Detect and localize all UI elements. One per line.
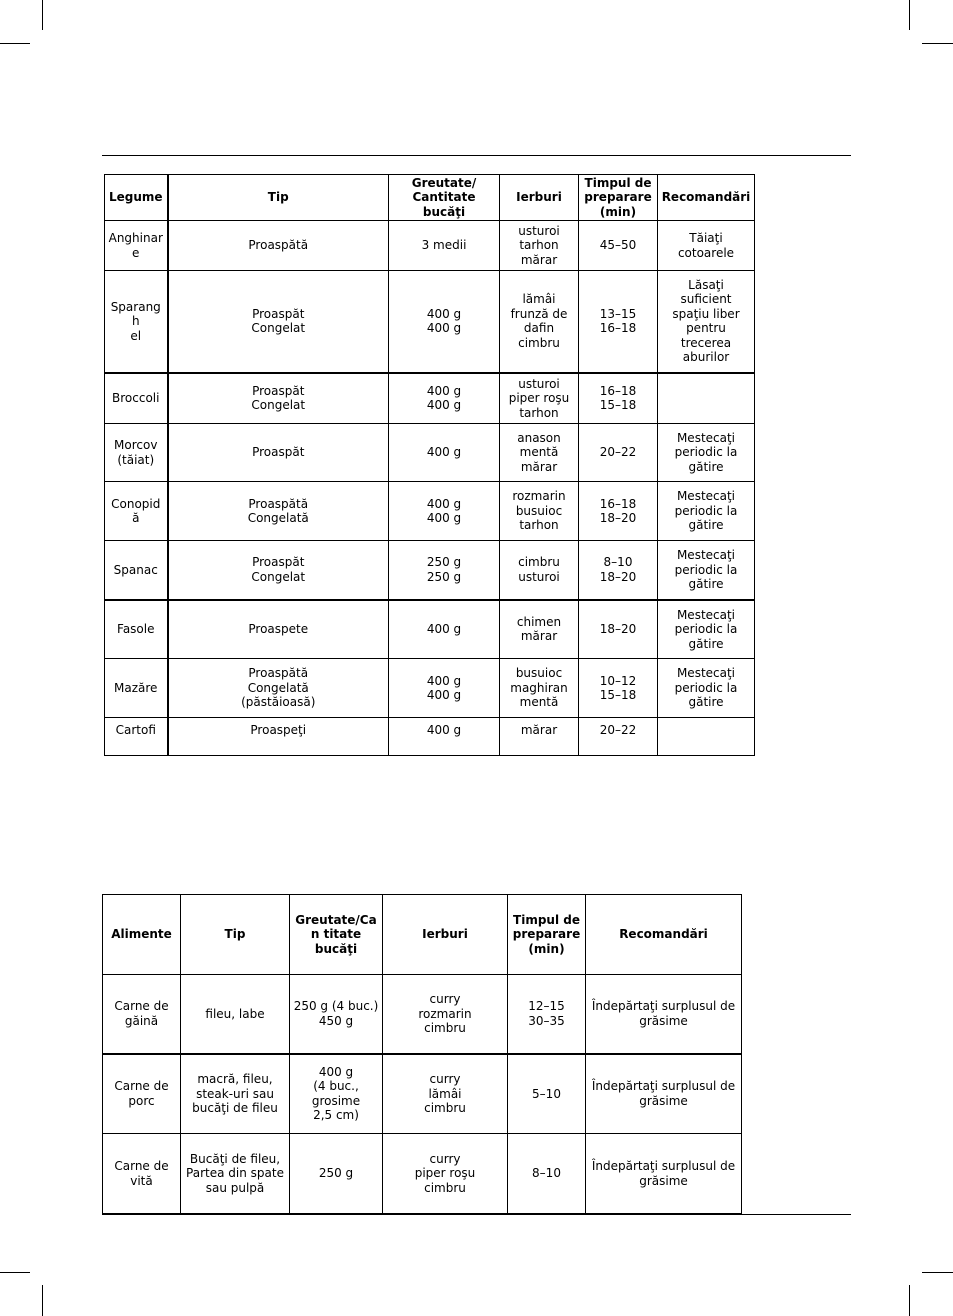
table-row [103,1134,742,1214]
header-cell: Legume [105,175,168,221]
table-header-row [103,895,742,975]
table-cell: Proaspăt Congelat [168,541,389,600]
footer-rule [102,1214,851,1215]
table-cell: rozmarin busuioc tarhon [500,482,579,541]
table-cell: 3 medii [389,221,500,271]
table-cell: Fasole [105,600,168,659]
header-cell: Tip [181,895,290,975]
table-row [105,541,755,600]
table-cell: 400 g 400 g [389,271,500,373]
header-cell: Timpul de preparare (min) [508,895,586,975]
table-cell: 12–15 30–35 [508,975,586,1054]
table-cell: Spanac [105,541,168,600]
table-cell: 400 g [389,424,500,482]
table-cell: mărar [500,718,579,756]
table-cell: Mazăre [105,659,168,718]
meat-table [102,894,742,1214]
table-cell: Proaspăt Congelat [168,373,389,424]
table-cell: Proaspeţi [168,718,389,756]
table-cell: Proaspătă Congelată [168,482,389,541]
table-cell: 5–10 [508,1054,586,1134]
table-cell: Proaspăt Congelat [168,271,389,373]
table-cell: busuioc maghiran mentă [500,659,579,718]
table-row [103,1054,742,1134]
table-cell: 8–10 18–20 [579,541,658,600]
crop-mark-bottom-right-h [922,1272,953,1273]
table-cell: lămâi frunză de dafin cimbru [500,271,579,373]
table-cell: Sparangh el [105,271,168,373]
table-row [105,718,755,756]
table-cell: 16–18 15–18 [579,373,658,424]
table-cell: Anghinar e [105,221,168,271]
table-cell: 20–22 [579,424,658,482]
table-cell: 250 g [290,1134,383,1214]
table-cell: Proaspete [168,600,389,659]
header-cell: Recomandări [658,175,755,221]
table-cell: Mestecaţi periodic la gătire [658,600,755,659]
table-cell: Îndepărtaţi surplusul de grăsime [586,975,742,1054]
table-cell: Tăiaţi cotoarele [658,221,755,271]
table-cell: Mestecaţi periodic la gătire [658,482,755,541]
header-cell: Greutate/Can titate bucăţi [290,895,383,975]
table-cell: cimbru usturoi [500,541,579,600]
table-cell: 400 g 400 g [389,659,500,718]
table-cell: curry lămâi cimbru [383,1054,508,1134]
crop-mark-top-left-h [0,43,30,44]
table-row [105,424,755,482]
table-cell: Morcov (tăiat) [105,424,168,482]
table-cell: Carne de găină [103,975,181,1054]
table-cell: Carne de vită [103,1134,181,1214]
table-cell [658,718,755,756]
header-rule [102,155,851,156]
table-row [105,659,755,718]
table-cell: Cartofi [105,718,168,756]
table-cell: 20–22 [579,718,658,756]
table-cell: Lăsaţi suficient spaţiu liber pentru trecerea aburilor [658,271,755,373]
table-cell: 8–10 [508,1134,586,1214]
table-row [105,600,755,659]
table-cell: Mestecaţi periodic la gătire [658,541,755,600]
header-cell: Alimente [103,895,181,975]
table-cell: usturoi piper roşu tarhon [500,373,579,424]
table-cell: 400 g [389,718,500,756]
table-cell: Conopid ă [105,482,168,541]
table-cell: macră, fileu, steak-uri sau bucăţi de fileu [181,1054,290,1134]
header-cell: Tip [168,175,389,221]
table-cell: Îndepărtaţi surplusul de grăsime [586,1054,742,1134]
table-cell: Bucăţi de fileu, Partea din spate sau pulpă [181,1134,290,1214]
table-row [105,482,755,541]
crop-mark-top-right-h [922,43,953,44]
table-cell: Proaspătă [168,221,389,271]
table-cell: Mestecaţi periodic la gătire [658,424,755,482]
crop-mark-bottom-left-v [42,1285,43,1316]
table-cell: curry rozmarin cimbru [383,975,508,1054]
vegetables-table [104,174,755,756]
crop-mark-bottom-left-h [0,1272,30,1273]
table-header-row [105,175,755,221]
table-cell: 18–20 [579,600,658,659]
table-row [103,975,742,1054]
table-cell: 400 g [389,600,500,659]
table-cell: Îndepărtaţi surplusul de grăsime [586,1134,742,1214]
table-cell: 250 g 250 g [389,541,500,600]
table-row [105,271,755,373]
table-cell: Broccoli [105,373,168,424]
table-cell: 250 g (4 buc.) 450 g [290,975,383,1054]
table-row [105,221,755,271]
table-row [105,373,755,424]
table-cell: 400 g 400 g [389,482,500,541]
table-cell [658,373,755,424]
table-cell: 13–15 16–18 [579,271,658,373]
table-cell: curry piper roşu cimbru [383,1134,508,1214]
table-cell: Mestecaţi periodic la gătire [658,659,755,718]
crop-mark-top-right-v [909,0,910,30]
table-cell: fileu, labe [181,975,290,1054]
header-cell: Ierburi [500,175,579,221]
table-cell: 400 g (4 buc., grosime 2,5 cm) [290,1054,383,1134]
table-cell: Carne de porc [103,1054,181,1134]
header-cell: Timpul de preparare (min) [579,175,658,221]
table-cell: anason mentă mărar [500,424,579,482]
table-cell: 16–18 18–20 [579,482,658,541]
table-cell: 45–50 [579,221,658,271]
crop-mark-bottom-right-v [909,1285,910,1316]
table-cell: 400 g 400 g [389,373,500,424]
table-cell: 10–12 15–18 [579,659,658,718]
table-cell: usturoi tarhon mărar [500,221,579,271]
crop-mark-top-left-v [42,0,43,30]
table-cell: chimen mărar [500,600,579,659]
table-cell: Proaspătă Congelată (păstăioasă) [168,659,389,718]
table-cell: Proaspăt [168,424,389,482]
header-cell: Ierburi [383,895,508,975]
header-cell: Greutate/ Cantitate bucăţi [389,175,500,221]
header-cell: Recomandări [586,895,742,975]
